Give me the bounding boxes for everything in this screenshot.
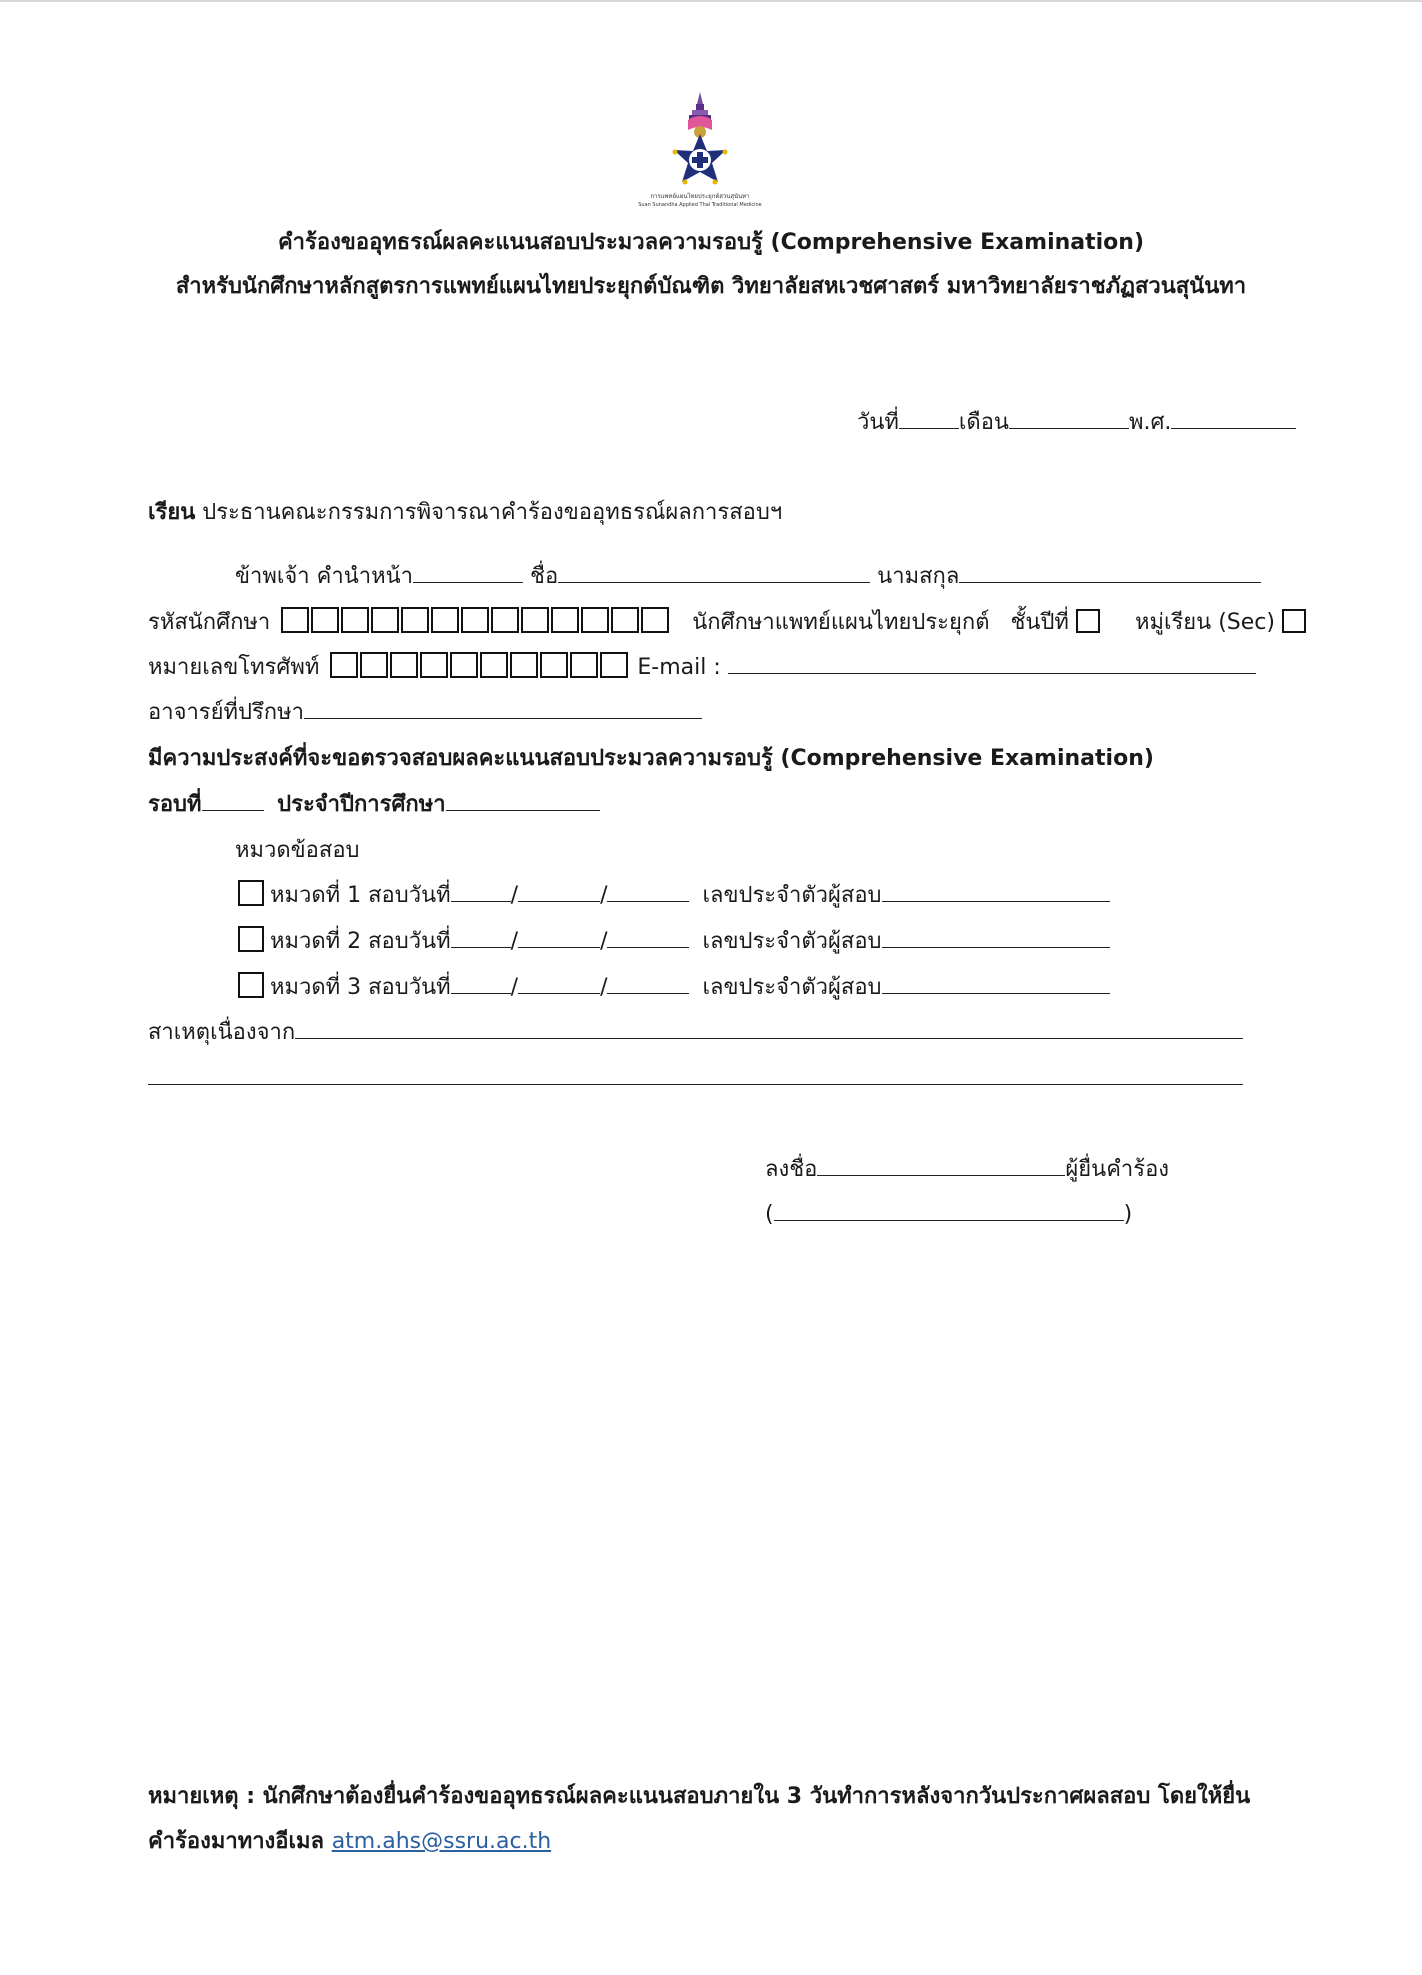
email-label: E-mail : [637,655,721,680]
section-3-exam-id-label: เลขประจำตัวผู้สอบ [702,975,882,1000]
logo-caption-en: Suan Sunandha Applied Thai Traditional Medicine [638,202,762,208]
section-2-checkbox[interactable] [238,926,264,952]
signature-field[interactable] [817,1155,1065,1176]
note-line-1: หมายเหตุ : นักศึกษาต้องยื่นคำร้องขออุทธรณ์ผลคะแนนสอบภายใน 3 วันทำการหลังจากวันประกาศผลสอบ โดยให้ยื่น [148,1784,1251,1809]
advisor-line [148,698,702,728]
firstname-field[interactable] [558,562,870,583]
logo-caption-thai: การแพทย์แผนไทยประยุกต์สวนสุนันทา [650,193,750,200]
section-box[interactable] [1282,609,1306,633]
section-3-label: หมวดที่ 3 สอบวันที่ [270,975,451,1000]
section-1-exam-id-label: เลขประจำตัวผู้สอบ [702,883,882,908]
printed-name-field[interactable] [774,1200,1124,1221]
section-label: หมู่เรียน (Sec) [1134,610,1275,635]
advisor-label: อาจารย์ที่ปรึกษา [148,700,304,725]
round-line [148,790,600,820]
signature-line [765,1155,1169,1185]
firstname-label: ชื่อ [530,564,559,589]
note-line-2: คำร้องมาทางอีเมล atm.ahs@ssru.ac.th [148,1829,552,1854]
salutation-recipient: ประธานคณะกรรมการพิจารณาคำร้องขออุทธรณ์ผลการสอบฯ [202,500,783,525]
email-field[interactable] [728,653,1256,674]
signature-role: ผู้ยื่นคำร้อง [1065,1157,1170,1182]
section-2-exam-id-field[interactable] [882,927,1110,948]
form-subtitle: สำหรับนักศึกษาหลักสูตรการแพทย์แผนไทยประยุกต์บัณฑิต วิทยาลัยสหเวชศาสตร์ มหาวิทยาลัยราชภัฏสวนสุนันทา [175,274,1247,299]
year-field[interactable] [1171,408,1296,429]
contact-line [148,652,1256,687]
college-logo [630,90,770,210]
section-2-exam-id-label: เลขประจำตัวผู้สอบ [702,929,882,954]
student-id-line [148,607,1306,642]
date-line [857,408,1296,438]
reason-line [148,1018,1243,1048]
reason-field-2[interactable] [148,1064,1243,1085]
phone-label: หมายเลขโทรศัพท์ [148,655,320,680]
day-label: วันที่ [857,410,899,435]
section-3-checkbox[interactable] [238,972,264,998]
prefix-label: ข้าพเจ้า คำนำหน้า [235,564,414,589]
section-1-checkbox[interactable] [238,880,264,906]
reason-field[interactable] [295,1018,1243,1039]
email-link[interactable]: atm.ahs@ssru.ac.th [331,1829,552,1854]
section-row-2: หมวดที่ 2 สอบวันที่ / / เลขประจำตัวผู้สอบ [238,926,1110,957]
student-id-boxes[interactable] [281,607,671,642]
salutation-label: เรียน [148,500,196,525]
academic-year-label: ประจำปีการศึกษา [277,792,446,817]
sections-heading: หมวดข้อสอบ [235,838,360,863]
name-line [235,562,1261,592]
salutation [148,498,782,528]
reason-line-2 [148,1064,1243,1094]
section-row-3: หมวดที่ 3 สอบวันที่ / / เลขประจำตัวผู้สอบ [238,972,1110,1003]
year-level-box[interactable] [1076,609,1100,633]
month-field[interactable] [1009,408,1129,429]
academic-year-field[interactable] [446,790,600,811]
program-label: นักศึกษาแพทย์แผนไทยประยุกต์ [692,610,990,635]
section-3-exam-id-field[interactable] [882,973,1110,994]
round-field[interactable] [202,790,264,811]
advisor-field[interactable] [304,698,702,719]
page-top-border [0,0,1422,2]
printed-name-line: ( ) [765,1202,1133,1227]
form-title: คำร้องขออุทธรณ์ผลคะแนนสอบประมวลความรอบรู้ (Comprehensive Examination) [277,230,1145,255]
month-label: เดือน [958,410,1009,435]
round-label: รอบที่ [148,792,202,817]
phone-boxes[interactable] [330,652,630,687]
purpose-statement: มีความประสงค์ที่จะขอตรวจสอบผลคะแนนสอบประมวลความรอบรู้ (Comprehensive Examination) [148,746,1154,771]
surname-label: นามสกุล [877,564,960,589]
section-2-label: หมวดที่ 2 สอบวันที่ [270,929,451,954]
student-id-label: รหัสนักศึกษา [148,610,271,635]
surname-field[interactable] [959,562,1261,583]
reason-label: สาเหตุเนื่องจาก [148,1020,296,1045]
prefix-field[interactable] [413,562,523,583]
year-label: พ.ศ. [1128,410,1172,435]
section-row-1: หมวดที่ 1 สอบวันที่ / / เลขประจำตัวผู้สอบ [238,880,1110,911]
day-field[interactable] [899,408,959,429]
section-1-exam-id-field[interactable] [882,881,1110,902]
year-level-label: ชั้นปีที่ [1010,610,1069,635]
section-1-label: หมวดที่ 1 สอบวันที่ [270,883,451,908]
signature-label: ลงชื่อ [765,1157,818,1182]
